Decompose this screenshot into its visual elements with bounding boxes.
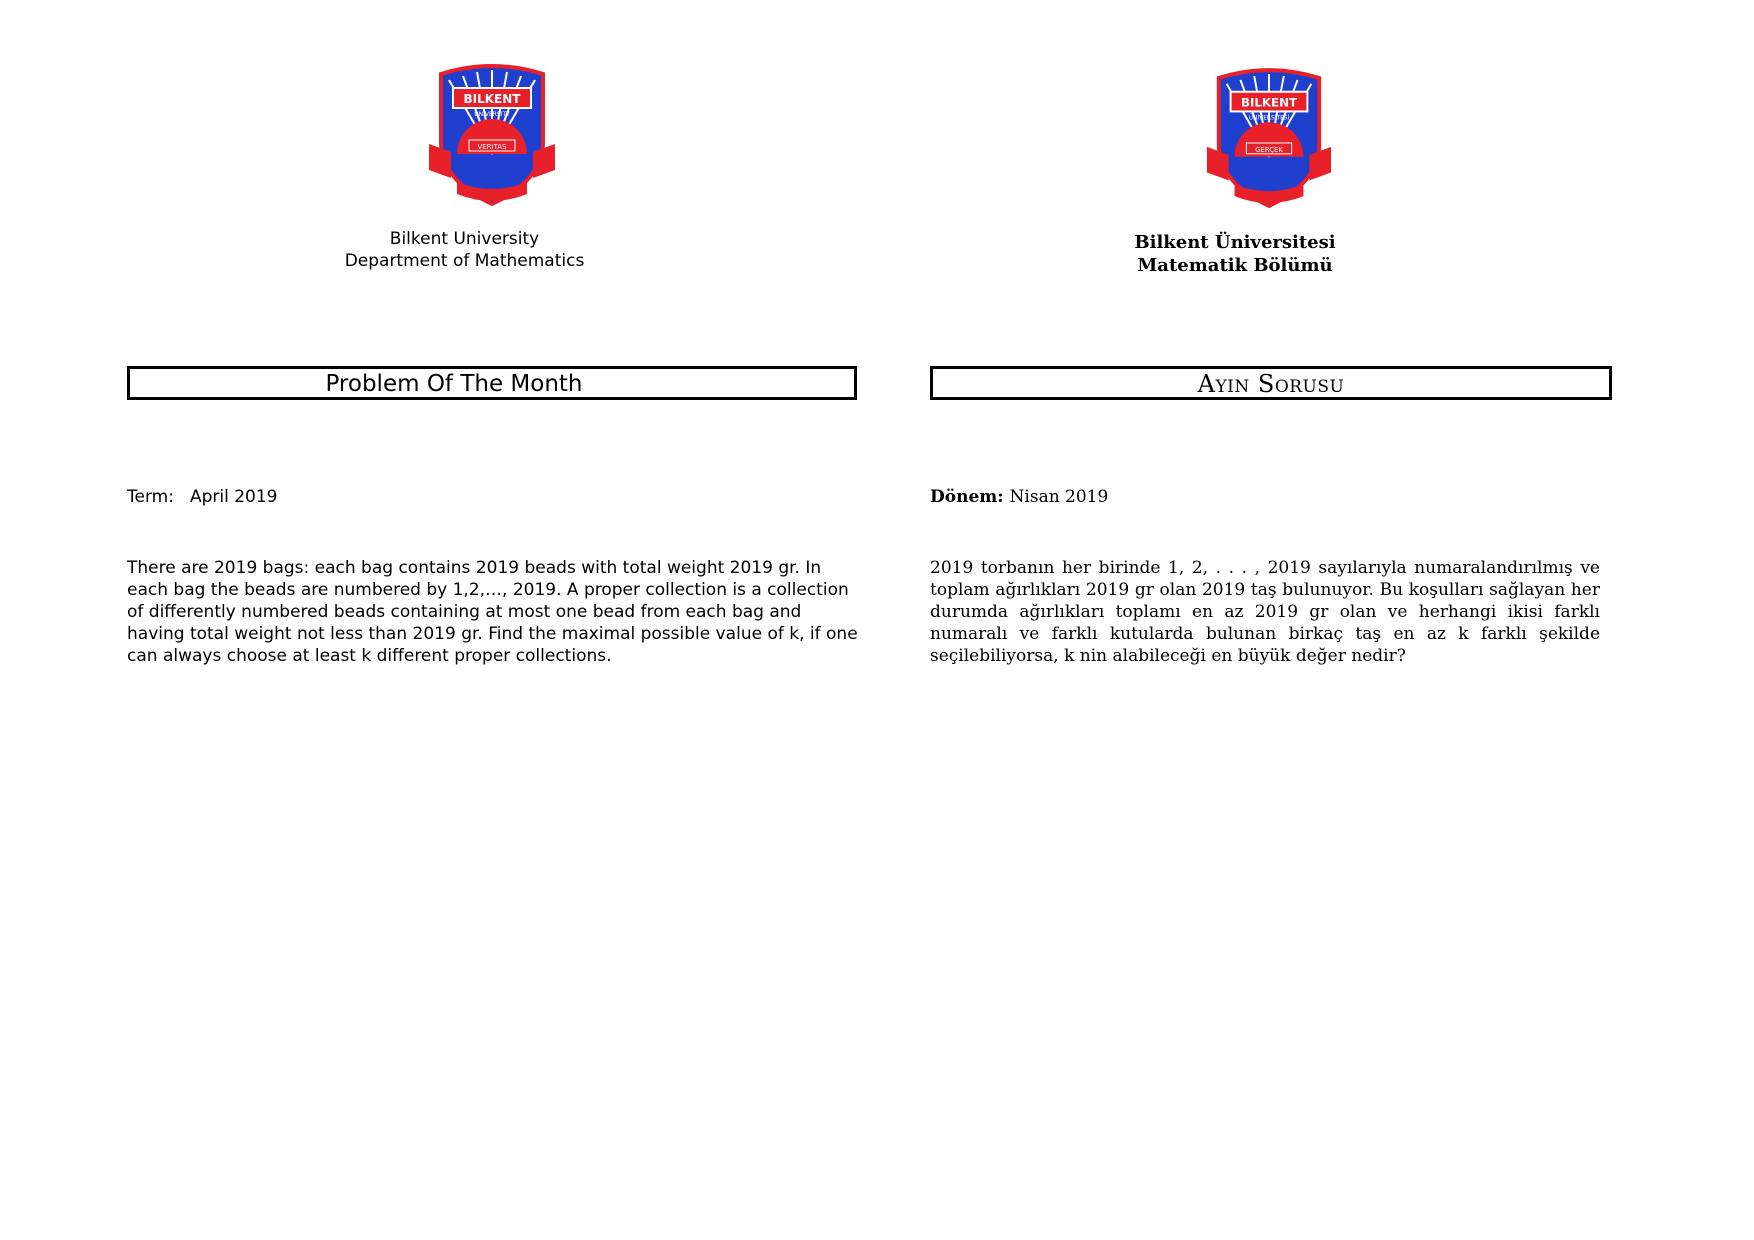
svg-text:BILKENT: BILKENT	[463, 92, 521, 106]
institution-name	[127, 228, 802, 272]
svg-text:GERÇEK: GERÇEK	[1255, 145, 1283, 154]
problem-text: There are 2019 bags: each bag contains 2019 beads with total weight 2019 gr. In each bag the beads are numbered by 1,2,…, 2019. A proper collection is a collection of differently numbered beads containing at most one bead from each bag and having total weight not less than 2019 gr. Find the maximal possible value of k, if one can always choose at least k different proper collections.	[127, 558, 858, 666]
term-line	[930, 486, 1108, 508]
institution-name	[930, 231, 1540, 277]
svg-text:BILKENT: BILKENT	[1240, 95, 1298, 110]
department-name: Matematik Bölümü	[1137, 255, 1333, 276]
bilkent-crest-logo	[1205, 66, 1333, 214]
problem-text: 2019 torbanın her birinde 1, 2, . . . , 2019 sayılarıyla numaralandırılmış ve toplam ağırlıkları 2019 gr olan 2019 taş bulunuyor. Bu koşulları sağlayan her durumda ağırlıkları toplamı en az 2019 gr olan ve herhangi ikisi farklı numaralı ve farklı kutularda bulunan birkaç taş en az k farklı şekilde seçilebiliyorsa, k nin alabileceği en büyük değer nedir?	[930, 558, 1600, 666]
title-box	[930, 366, 1612, 400]
bilkent-crest-logo	[427, 62, 557, 212]
svg-text:VERITAS: VERITAS	[477, 143, 507, 151]
term-label: Dönem:	[930, 487, 1004, 507]
svg-text:ÜNİVERSİTESİ: ÜNİVERSİTESİ	[1248, 115, 1290, 122]
page-title: Ayın Sorusu	[1197, 370, 1345, 398]
university-name: Bilkent Üniversitesi	[1134, 232, 1336, 253]
term-value: April 2019	[189, 487, 278, 507]
department-name: Department of Mathematics	[344, 251, 585, 271]
title-box	[127, 366, 857, 400]
page-title: Problem Of The Month	[325, 371, 583, 397]
university-name: Bilkent University	[389, 229, 540, 249]
term-line	[127, 486, 277, 508]
term-label: Term:	[127, 487, 174, 507]
term-value: Nisan 2019	[1009, 487, 1109, 507]
svg-text:UNIVERSITY: UNIVERSITY	[474, 111, 510, 118]
